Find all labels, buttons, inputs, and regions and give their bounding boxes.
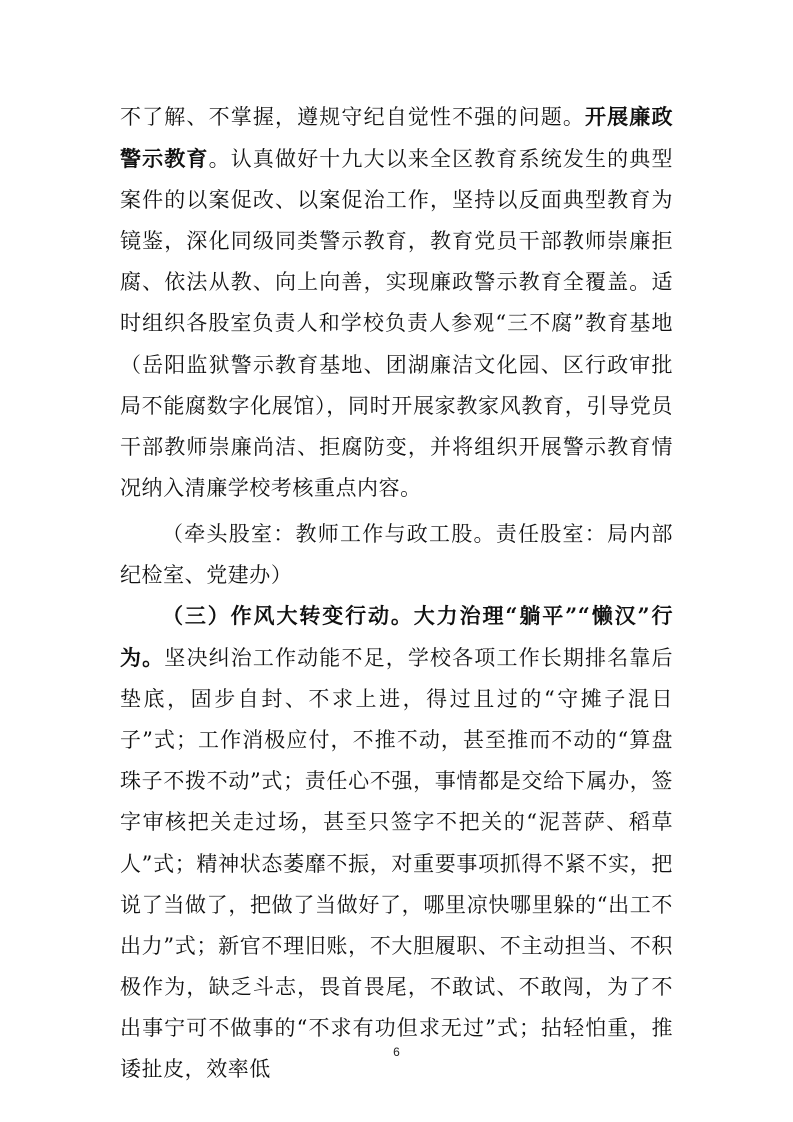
paragraph-text: 。认真做好十九大以来全区教育系统发生的典型案件的以案促改、以案促治工作，坚持以反面典型教育为镜鉴，深化同级同类警示教育，教育党员干部教师崇廉拒腐、依法从教、向上向善，实现廉政警示教育全覆盖。适时组织各股室负责人和学校负责人参观“三不腐”教育基地（岳阳监狱警示教育基地、团湖廉洁文化园、区行政审批局不能腐数字化展馆），同时开展家教家风教育，引导党员干部教师崇廉尚洁、拒腐防变，并将组织开展警示教育情况纳入清廉学校考核重点内容。 (120, 147, 673, 500)
section-heading: 开展廉政警示教育 (120, 104, 673, 172)
paragraph-work-style-action (120, 595, 673, 1090)
paragraph-text: 不了解、不掌握，遵规守纪自觉性不强的问题。 (120, 105, 586, 129)
paragraph-responsible-departments (120, 514, 673, 596)
page-number: 6 (393, 1045, 400, 1059)
section-heading: （三）作风大转变行动。大力治理“躺平”“懒汉”行为。 (120, 603, 673, 671)
paragraph-text: （牵头股室：教师工作与政工股。责任股室：局内部纪检室、党建办） (120, 522, 673, 588)
paragraph-warning-education (120, 96, 673, 509)
paragraph-text: 坚决纠治工作动能不足，学校各项工作长期排名靠后垫底，固步自封、不求上进，得过且过的“守摊子混日子”式；工作消极应付，不推不动，甚至推而不动的“算盘珠子不拨不动”式；责任心不强，事情都是交给下属办，签字审核把关走过场，甚至只签字不把关的“泥菩萨、稻草人”式；精神状态萎靡不振，对重要事项抓得不紧不实，把说了当做了，把做了当做好了，哪里凉快哪里躲的“出工不出力”式；新官不理旧账，不大胆履职、不主动担当、不积极作为，缺乏斗志，畏首畏尾，不敢试、不敢闯，为了不出事宁可不做事的“不求有功但求无过”式；拈轻怕重，推诿扯皮，效率低 (120, 646, 673, 1082)
